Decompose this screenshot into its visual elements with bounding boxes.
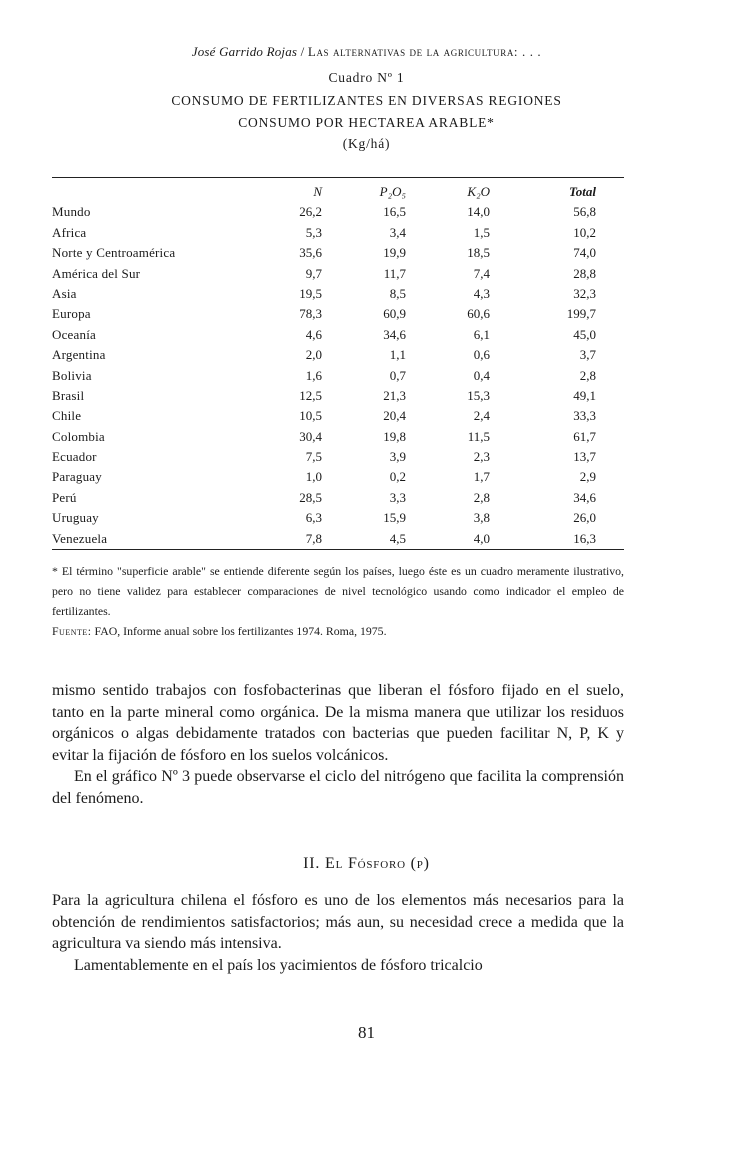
table-row <box>52 366 624 386</box>
p2o5-cell: 34,6 <box>383 326 406 342</box>
n-cell: 7,5 <box>305 449 322 465</box>
table-row <box>52 467 624 487</box>
section-number: II. <box>303 855 321 872</box>
n-cell: 4,6 <box>305 326 322 342</box>
total-cell: 33,3 <box>573 408 596 424</box>
page-number: 81 <box>358 1023 375 1042</box>
region-cell: Oceanía <box>52 326 96 342</box>
k2o-cell: 15,3 <box>467 387 490 403</box>
p2o5-cell: 3,3 <box>389 489 406 505</box>
region-cell: Chile <box>52 408 82 424</box>
table-title-line1: CONSUMO DE FERTILIZANTES EN DIVERSAS REGIONES <box>171 93 562 108</box>
table-row <box>52 386 624 406</box>
table-unit: (Kg/há) <box>342 136 391 151</box>
region-cell: Bolivia <box>52 367 92 383</box>
total-cell: 45,0 <box>573 326 596 342</box>
total-cell: 32,3 <box>573 285 596 301</box>
table-source <box>52 621 624 641</box>
table-row <box>52 345 624 365</box>
table-top-rule <box>52 177 624 178</box>
table-notes <box>52 561 624 641</box>
k2o-cell: 1,5 <box>473 224 490 240</box>
table-header-row <box>52 182 624 202</box>
running-head-separator: / <box>300 44 305 59</box>
n-cell: 7,8 <box>305 530 322 546</box>
k2o-cell: 11,5 <box>467 428 490 444</box>
n-cell: 30,4 <box>299 428 322 444</box>
table-row <box>52 406 624 426</box>
total-cell: 199,7 <box>566 306 596 322</box>
table-row <box>52 508 624 528</box>
header-total: Total <box>569 184 596 199</box>
k2o-cell: 0,4 <box>473 367 490 383</box>
table-number: Cuadro Nº 1 <box>328 70 405 85</box>
region-cell: Colombia <box>52 428 105 444</box>
k2o-cell: 0,6 <box>473 347 490 363</box>
k2o-cell: 1,7 <box>473 469 490 485</box>
running-head-author: José Garrido Rojas <box>191 44 298 59</box>
k2o-cell: 4,0 <box>473 530 490 546</box>
table-row <box>52 529 624 549</box>
n-cell: 2,0 <box>305 347 322 363</box>
k2o-cell: 18,5 <box>467 245 490 261</box>
source-text: FAO, Informe anual sobre los fertilizantes 1974. Roma, 1975. <box>94 624 387 638</box>
n-cell: 12,5 <box>299 387 322 403</box>
region-cell: América del Sur <box>52 265 141 281</box>
n-cell: 6,3 <box>305 510 322 526</box>
n-cell: 1,0 <box>305 469 322 485</box>
k2o-cell: 2,8 <box>473 489 490 505</box>
table-row <box>52 284 624 304</box>
section-title: El Fósforo (p) <box>325 855 430 872</box>
table-row <box>52 427 624 447</box>
running-head <box>0 44 733 60</box>
table-row <box>52 202 624 222</box>
k2o-cell: 14,0 <box>467 204 490 220</box>
n-cell: 28,5 <box>299 489 322 505</box>
region-cell: Asia <box>52 285 77 301</box>
table-footnote: * El término "superficie arable" se entiende diferente según los países, luego éste es un cuadro meramente ilustrativo, pero no tiene validez para establecer comparaciones de nivel tecnológico usando como indicador el empleo de fertilizantes. <box>52 564 624 618</box>
body-text-lower <box>52 890 624 976</box>
n-cell: 1,6 <box>305 367 322 383</box>
total-cell: 34,6 <box>573 489 596 505</box>
table-row <box>52 447 624 467</box>
n-cell: 26,2 <box>299 204 322 220</box>
n-cell: 78,3 <box>299 306 322 322</box>
total-cell: 61,7 <box>573 428 596 444</box>
region-cell: Mundo <box>52 204 91 220</box>
region-cell: Venezuela <box>52 530 108 546</box>
region-cell: Brasil <box>52 387 85 403</box>
total-cell: 2,9 <box>579 469 596 485</box>
fertilizer-table <box>52 182 624 549</box>
total-cell: 26,0 <box>573 510 596 526</box>
total-cell: 74,0 <box>573 245 596 261</box>
total-cell: 13,7 <box>573 449 596 465</box>
n-cell: 9,7 <box>305 265 322 281</box>
body-text-upper <box>52 680 624 810</box>
table-row <box>52 488 624 508</box>
table-row <box>52 264 624 284</box>
p2o5-cell: 0,2 <box>389 469 406 485</box>
p2o5-cell: 60,9 <box>383 306 406 322</box>
total-cell: 3,7 <box>579 347 596 363</box>
body-paragraph-2: En el gráfico Nº 3 puede observarse el ciclo del nitrógeno que facilita la comprensión del fenómeno. <box>52 768 624 807</box>
total-cell: 49,1 <box>573 387 596 403</box>
region-cell: Europa <box>52 306 91 322</box>
total-cell: 56,8 <box>573 204 596 220</box>
k2o-cell: 6,1 <box>473 326 490 342</box>
source-label: Fuente: <box>52 624 92 638</box>
p2o5-cell: 19,9 <box>383 245 406 261</box>
p2o5-cell: 3,4 <box>389 224 406 240</box>
table-row <box>52 325 624 345</box>
table-title-line2: CONSUMO POR HECTAREA ARABLE* <box>238 115 495 130</box>
body-paragraph-1: mismo sentido trabajos con fosfobacterinas que liberan el fósforo fijado en el suelo, tanto en la parte mineral como orgánica. De la misma manera que utilizar los residuos orgánicos o algas debidamente tratados con bacterias que pueden facilitar N, P, K y evitar la fijación de fósforo en los suelos volcánicos. <box>52 682 624 764</box>
k2o-cell: 3,8 <box>473 510 490 526</box>
body-paragraph-4: Lamentablemente en el país los yacimientos de fósforo tricalcio <box>74 956 483 974</box>
p2o5-cell: 19,8 <box>383 428 406 444</box>
p2o5-cell: 3,9 <box>389 449 406 465</box>
n-cell: 10,5 <box>299 408 322 424</box>
table-row <box>52 223 624 243</box>
p2o5-cell: 1,1 <box>389 347 406 363</box>
table-row <box>52 243 624 263</box>
section-heading <box>0 855 733 873</box>
p2o5-cell: 16,5 <box>383 204 406 220</box>
total-cell: 10,2 <box>573 224 596 240</box>
n-cell: 5,3 <box>305 224 322 240</box>
p2o5-cell: 8,5 <box>389 285 406 301</box>
header-n: N <box>313 184 322 199</box>
p2o5-cell: 4,5 <box>389 530 406 546</box>
table-body <box>52 202 624 549</box>
table-row <box>52 304 624 324</box>
p2o5-cell: 15,9 <box>383 510 406 526</box>
region-cell: Africa <box>52 224 87 240</box>
running-head-title: Las alternativas de la agricultura: . . . <box>307 44 542 59</box>
k2o-cell: 7,4 <box>473 265 490 281</box>
total-cell: 28,8 <box>573 265 596 281</box>
region-cell: Ecuador <box>52 449 97 465</box>
k2o-cell: 2,3 <box>473 449 490 465</box>
k2o-cell: 4,3 <box>473 285 490 301</box>
region-cell: Argentina <box>52 347 106 363</box>
table-bottom-rule <box>52 549 624 550</box>
k2o-cell: 60,6 <box>467 306 490 322</box>
region-cell: Norte y Centroamérica <box>52 245 176 261</box>
p2o5-cell: 20,4 <box>383 408 406 424</box>
p2o5-cell: 21,3 <box>383 387 406 403</box>
p2o5-cell: 0,7 <box>389 367 406 383</box>
n-cell: 19,5 <box>299 285 322 301</box>
p2o5-cell: 11,7 <box>383 265 406 281</box>
total-cell: 16,3 <box>573 530 596 546</box>
region-cell: Perú <box>52 489 77 505</box>
k2o-cell: 2,4 <box>473 408 490 424</box>
header-k2o: K₂O <box>467 184 490 199</box>
n-cell: 35,6 <box>299 245 322 261</box>
body-paragraph-3: Para la agricultura chilena el fósforo es uno de los elementos más necesarios para la obtención de rendimientos satisfactorios; más aun, su necesidad crece a medida que la agricultura va siendo más intensiva. <box>52 892 624 953</box>
region-cell: Paraguay <box>52 469 102 485</box>
total-cell: 2,8 <box>579 367 596 383</box>
header-p2o5: P₂O₅ <box>379 184 406 199</box>
region-cell: Uruguay <box>52 510 99 526</box>
